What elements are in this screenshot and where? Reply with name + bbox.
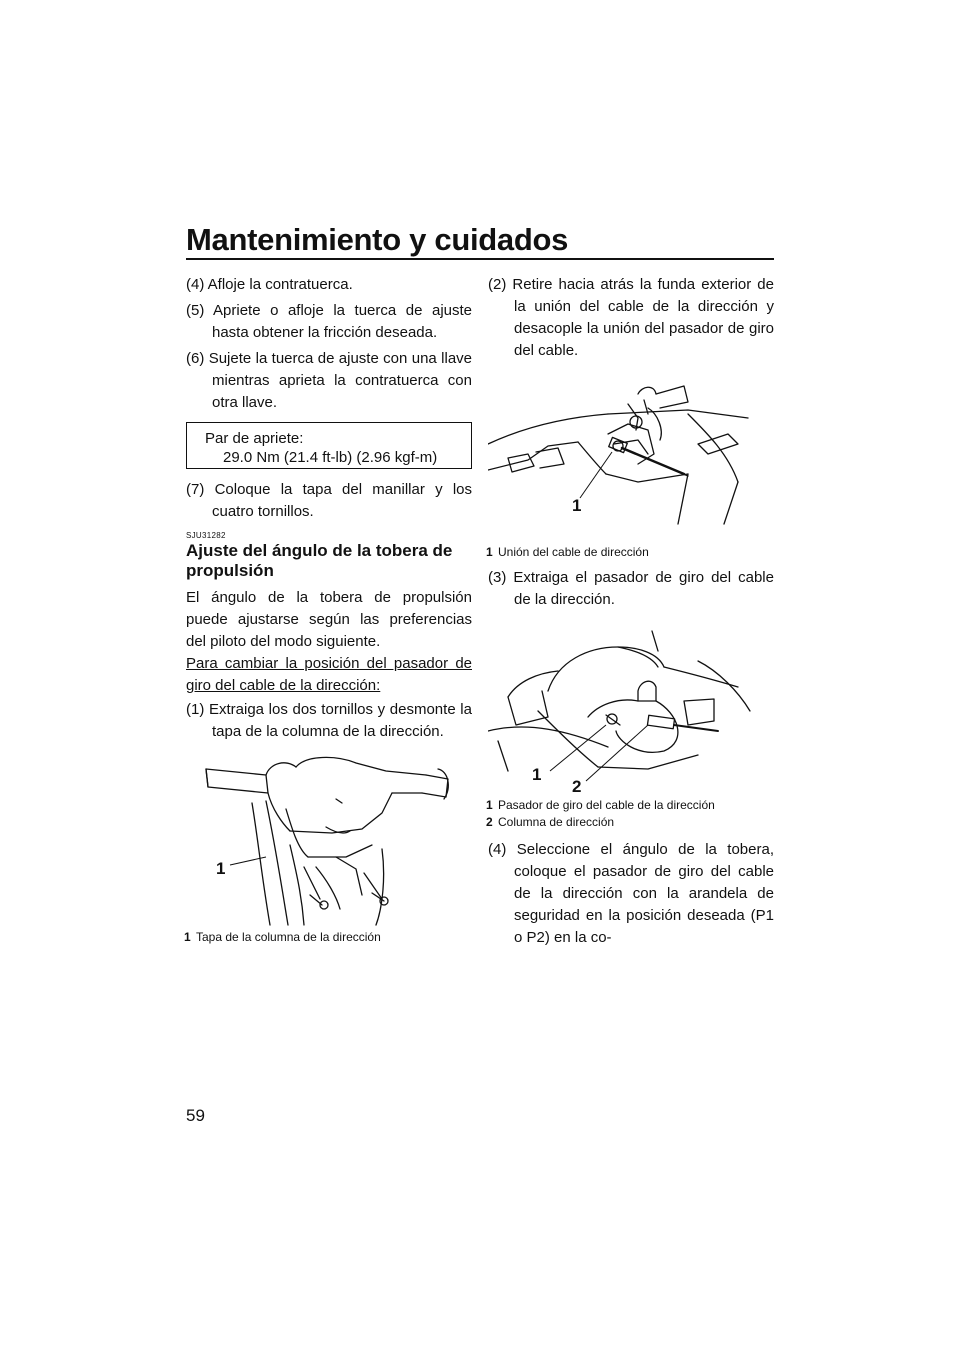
step-2: (2) Retire hacia atrás la funda exterior de la unión del cable de la dirección y desacople la unión del pasador de giro del cable. — [488, 276, 774, 359]
step-4: (4) Afloje la contratuerca. — [186, 276, 353, 293]
torque-spec-box — [186, 422, 472, 469]
pivot-pin-illustration — [488, 621, 774, 797]
right-column — [488, 274, 774, 953]
steering-column-cover-figure — [186, 749, 472, 929]
caption-number: 1 — [486, 798, 493, 812]
callout-leader — [186, 749, 472, 929]
cable-joint-illustration — [488, 374, 774, 544]
torque-value: 29.0 Nm (21.4 ft-lb) (2.96 kgf-m) — [223, 449, 438, 466]
step-4-continued: (4) Seleccione el ángulo de la tobera, coloque el pasador de giro del cable de la dirección con la arandela de seguridad en la posición deseada (P1 o P2) en la co- — [488, 841, 774, 946]
caption-number: 1 — [486, 545, 493, 559]
header-rule — [186, 258, 774, 260]
figure-callout-1: 1 — [216, 859, 226, 878]
figure-caption — [488, 544, 774, 561]
figure-caption — [488, 814, 774, 831]
figure-caption — [488, 797, 774, 814]
figure-callout-1: 1 — [572, 496, 582, 515]
left-column — [186, 274, 472, 946]
caption-text: Unión del cable de dirección — [498, 545, 649, 559]
caption-number: 2 — [486, 815, 493, 829]
procedure-subtitle: Para cambiar la posición del pasador de giro del cable de la dirección: — [186, 655, 472, 694]
page-number: 59 — [186, 1106, 205, 1125]
step-1: (1) Extraiga los dos tornillos y desmonte la tapa de la columna de la dirección. — [186, 701, 472, 740]
torque-label: Par de apriete: — [205, 430, 304, 447]
cable-joint-figure — [488, 374, 774, 544]
page-title: Mantenimiento y cuidados — [186, 222, 569, 257]
caption-text: Pasador de giro del cable de la dirección — [498, 798, 715, 812]
step-7: (7) Coloque la tapa del manillar y los cuatro tornillos. — [186, 481, 472, 520]
caption-text: Tapa de la columna de la dirección — [196, 930, 381, 944]
caption-number: 1 — [184, 930, 191, 944]
figure-caption — [186, 929, 472, 946]
intro-paragraph: El ángulo de la tobera de propulsión puede ajustarse según las preferencias del piloto del modo siguiente. — [186, 589, 472, 650]
pivot-pin-figure — [488, 621, 774, 797]
step-3: (3) Extraiga el pasador de giro del cable de la dirección. — [488, 569, 774, 608]
section-heading: Ajuste del ángulo de la tobera de propulsión — [186, 541, 453, 580]
figure-callout-2: 2 — [572, 777, 582, 796]
section-code: SJU31282 — [186, 531, 226, 540]
step-5: (5) Apriete o afloje la tuerca de ajuste hasta obtener la fricción deseada. — [186, 302, 472, 341]
step-6: (6) Sujete la tuerca de ajuste con una llave mientras aprieta la contratuerca con otra llave. — [186, 350, 472, 411]
caption-text: Columna de dirección — [498, 815, 615, 829]
figure-callout-1: 1 — [532, 765, 542, 784]
